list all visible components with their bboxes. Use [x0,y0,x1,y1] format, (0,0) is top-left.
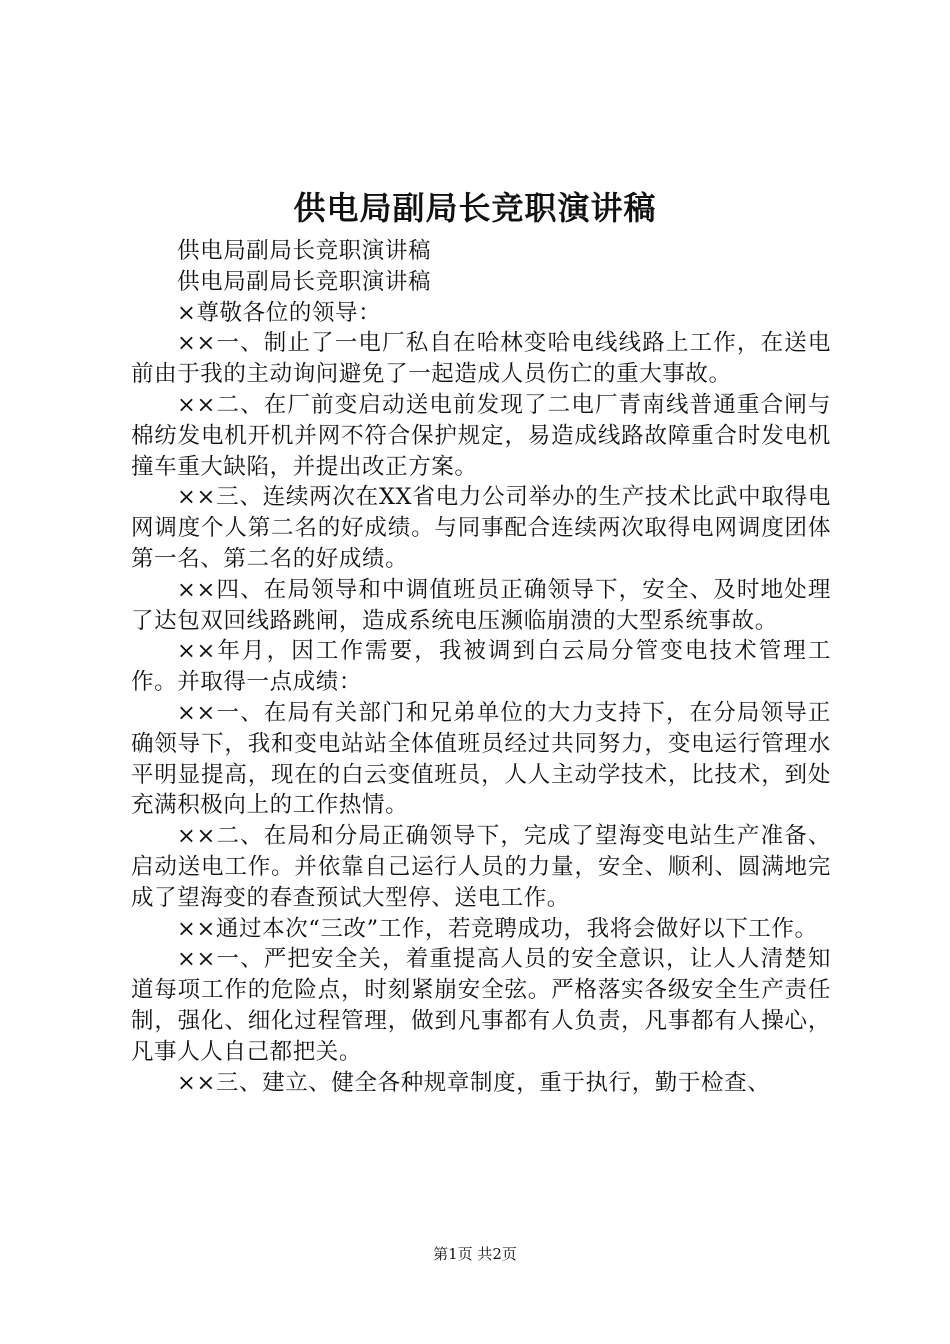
paragraph: ××年月，因工作需要，我被调到白云局分管变电技术管理工作。并取得一点成绩： [131,638,831,696]
paragraph: 供电局副局长竞职演讲稿 [177,268,432,295]
paragraph: ××通过本次“三改”工作，若竞聘成功，我将会做好以下工作。 [177,915,818,942]
paragraph: ××三、连续两次在XX省电力公司举办的生产技术比武中取得电网调度个人第二名的好成绩。与同事配合连续两次取得电网调度团体第一名、第二名的好成绩。 [131,484,831,572]
paragraph: ××一、制止了一电厂私自在哈林变哈电线线路上工作，在送电前由于我的主动询问避免了一起造成人员伤亡的重大事故。 [131,330,831,388]
paragraph: ×尊敬各位的领导： [177,299,382,326]
paragraph: ××四、在局领导和中调值班员正确领导下，安全、及时地处理了达包双回线路跳闸，造成系统电压濒临崩溃的大型系统事故。 [131,576,831,634]
paragraph: ××一、在局有关部门和兄弟单位的大力支持下，在分局领导正确领导下，我和变电站站全体值班员经过共同努力，变电运行管理水平明显提高，现在的白云变值班员，人人主动学技术，比技术，到处充满积极向上的工作热情。 [131,699,831,819]
paragraph: 供电局副局长竞职演讲稿 [177,238,432,264]
page-footer [0,1244,950,1264]
paragraph: ××二、在厂前变启动送电前发现了二电厂青南线普通重合闸与棉纺发电机开机并网不符合保护规定，易造成线路故障重合时发电机撞车重大缺陷，并提出改正方案。 [131,391,831,480]
page-number-label: 第1页 共2页 [433,1245,517,1263]
paragraph: ××二、在局和分局正确领导下，完成了望海变电站生产准备、启动送电工作。并依靠自己运行人员的力量，安全、顺利、圆满地完成了望海变的春查预试大型停、送电工作。 [131,823,831,911]
document-body [131,236,831,1098]
paragraph: ××一、严把安全关，着重提高人员的安全意识，让人人清楚知道每项工作的危险点，时刻紧崩安全弦。严格落实各级安全生产责任制，强化、细化过程管理，做到凡事都有人负责，凡事都有人操心，凡事人人自己都把关。 [131,946,831,1065]
document-title: 供电局副局长竞职演讲稿 [293,189,657,227]
paragraph: ××三、建立、健全各种规章制度，重于执行，勤于检查、 [177,1069,771,1096]
